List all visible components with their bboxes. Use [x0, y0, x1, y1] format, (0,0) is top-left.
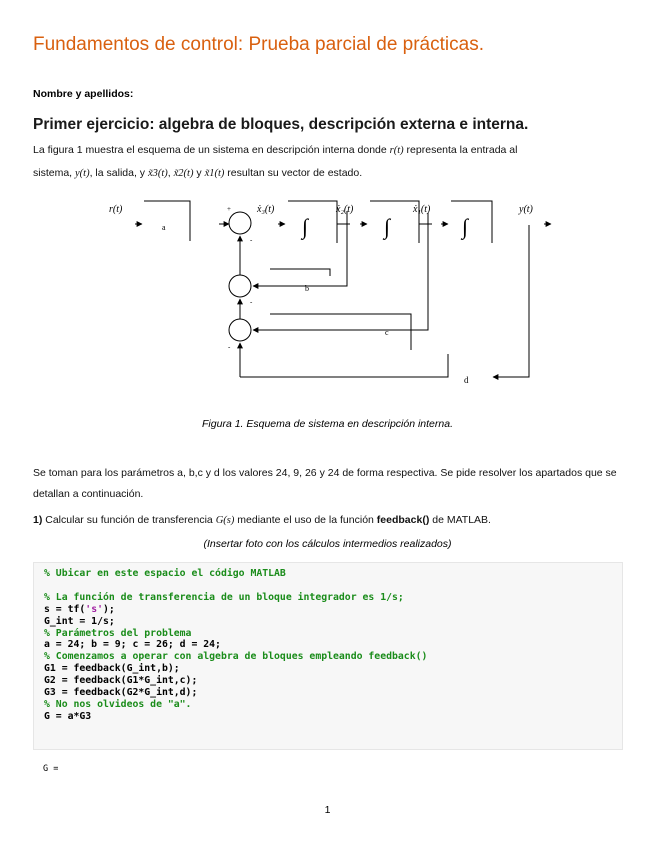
code-line: G3 = feedback(G2*G_int,d);	[44, 687, 198, 699]
output-symbol: y(t)	[75, 168, 90, 179]
sum-junction-1	[229, 212, 251, 234]
feedback-b-path	[253, 211, 347, 286]
section-heading: Primer ejercicio: algebra de bloques, descripción externa e interna.	[33, 116, 529, 133]
block-c-border	[270, 314, 411, 350]
block-d-border	[240, 354, 448, 377]
integrator-1-symbol: ∫	[302, 214, 309, 239]
block-b-label: b	[305, 284, 309, 293]
code-comment: % No nos olvideos de "a".	[44, 698, 192, 710]
transfer-function-symbol: G(s)	[215, 515, 235, 526]
page-number: 1	[324, 804, 331, 816]
intro-line-1: La figura 1 muestra el esquema de un sistema en descripción interna donde r(t) representa la entrada al	[33, 144, 518, 156]
question-1: 1) Calcular su función de transferencia G(s) mediante el uso de la función feedback() de MATLAB.	[33, 514, 491, 526]
name-field-label: Nombre y apellidos:	[33, 88, 134, 100]
intro-line-2: sistema, y(t), la salida, y x̃3(t), x̃2(t) y x̃1(t) resultan su vector de estado.	[33, 167, 363, 179]
code-comment: % Parámetros del problema	[44, 627, 192, 639]
code-line: G2 = feedback(G1*G_int,c);	[44, 675, 198, 687]
sum-minus-sign-2: -	[250, 298, 253, 306]
parameters-paragraph: Se toman para los parámetros a, b,c y d los valores 24, 9, 26 y 24 de forma respectiva. Se pide resolver los apartados que se detallan a continuación.	[33, 467, 617, 500]
feedback-function-name: feedback()	[376, 514, 430, 526]
block-a-border	[144, 201, 190, 241]
code-line: a = 24; b = 9; c = 26; d = 24;	[44, 639, 221, 651]
sum-plus-sign: +	[227, 205, 231, 213]
matlab-code-block[interactable]	[33, 562, 623, 750]
code-line: G = a*G3	[44, 710, 92, 722]
diagram-y-label: y(t)	[519, 204, 533, 215]
sum-junction-2	[229, 275, 251, 297]
sum-minus-sign-1: -	[250, 236, 253, 244]
code-comment: % Comenzamos a operar con algebra de bloques empleando feedback()	[44, 651, 428, 663]
insert-photo-note: (Insertar foto con los cálculos intermedios realizados)	[203, 538, 452, 550]
diagram-x1-label: ẋ₁(t)	[413, 204, 431, 215]
integrator-3-symbol: ∫	[462, 214, 469, 239]
block-c-label: c	[385, 328, 389, 337]
diagram-r-label: r(t)	[109, 204, 123, 215]
diagram-x3-label: ẋ₃(t)	[257, 204, 275, 215]
intro-paragraph	[33, 139, 623, 185]
figure-caption: Figura 1. Esquema de sistema en descripción interna.	[202, 418, 453, 430]
code-line: s = tf('s');	[44, 603, 115, 615]
integrator-1-border	[288, 201, 337, 243]
block-d-label: d	[464, 375, 469, 385]
sum-minus-sign-3: -	[228, 343, 231, 351]
code-line: G_int = 1/s;	[44, 615, 115, 627]
sum-junction-3	[229, 319, 251, 341]
feedback-c-path	[253, 213, 428, 330]
code-comment: % Ubicar en este espacio el código MATLAB	[44, 568, 286, 579]
code-comment: % La función de transferencia de un bloque integrador es 1/s;	[44, 591, 404, 603]
code-output: G =	[43, 764, 59, 774]
integrator-3-border	[451, 201, 492, 243]
block-a-label: a	[162, 223, 166, 232]
question-number: 1)	[33, 514, 43, 526]
diagram-x2-label: ẋ₂(t)	[336, 204, 354, 215]
document-title: Fundamentos de control: Prueba parcial de prácticas.	[33, 34, 484, 55]
integrator-2-border	[370, 201, 419, 243]
block-b-border	[270, 269, 330, 276]
feedback-d-path	[493, 225, 529, 377]
code-line: G1 = feedback(G_int,b);	[44, 663, 180, 675]
input-symbol: r(t)	[389, 145, 404, 156]
block-diagram	[0, 190, 655, 415]
integrator-2-symbol: ∫	[384, 214, 391, 239]
